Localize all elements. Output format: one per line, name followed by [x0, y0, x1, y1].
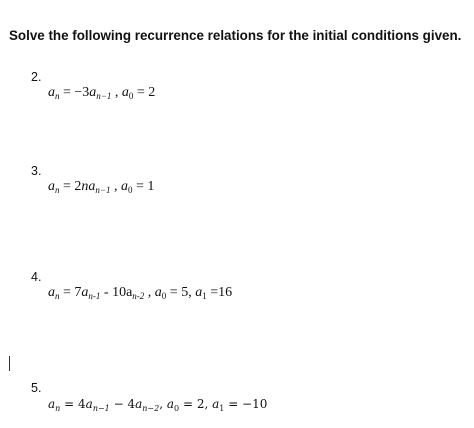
recurrence-equation: $a_n = -3a_{n-1}$ , $a_0 = 2$ [48, 85, 156, 101]
problem-number: 4. [31, 270, 42, 284]
recurrence-equation: $a_n = 2na_{n-1}$ , $a_0 = 1$ [48, 179, 155, 195]
instructions-heading: Solve the following recurrence relations for the initial conditions given. [9, 28, 462, 43]
text-cursor [9, 356, 10, 371]
recurrence-equation: $a_n = 4a_{n-1} - 4a_{n-2}$, $a_0 = 2$, $a_1 = -10$ [48, 397, 268, 413]
problem-number: 5. [31, 381, 42, 395]
problem-number: 2. [31, 70, 42, 84]
problem-number: 3. [31, 164, 42, 178]
recurrence-equation: $a_n = 7a_{n-1} - 10a_{n-2}$ , $a_0 = 5$, $a_1 =16$ [48, 285, 233, 301]
